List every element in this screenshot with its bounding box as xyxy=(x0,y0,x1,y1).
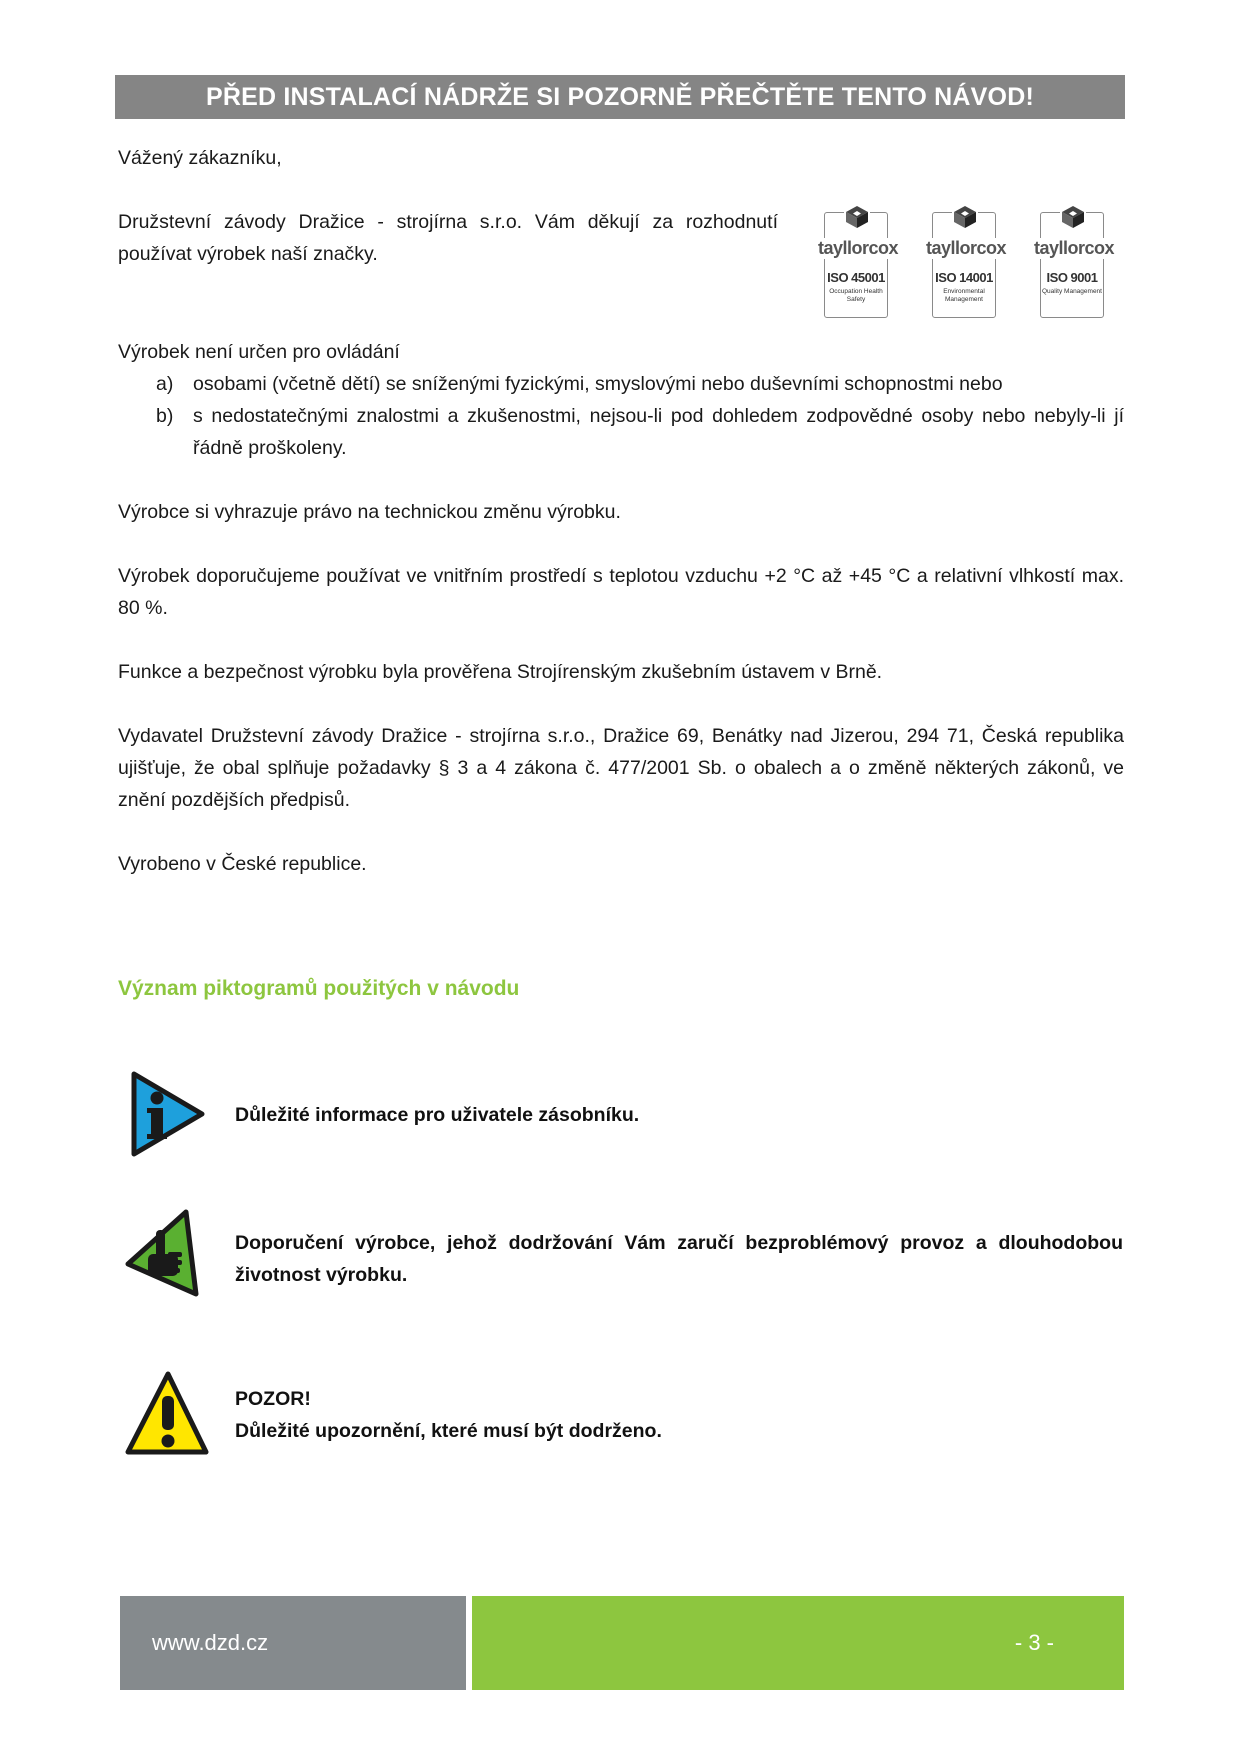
publisher-paragraph: Vydavatel Družstevní závody Dražice - strojírna s.r.o., Dražice 69, Benátky nad Jizerou, 294 71, Česká republika ujišťuje, že obal splňuje požadavky § 3 a 4 zákona č. 477/2001 Sb. o obalech a o změně některých zákonů, ve znění pozdějších předpisů. xyxy=(118,725,1124,811)
cube-logo-icon xyxy=(952,204,978,230)
pictograms-heading: Význam piktogramů použitých v návodu xyxy=(118,977,520,1000)
badge-brand: tayllorcox xyxy=(916,238,1016,259)
warning-icon xyxy=(122,1368,210,1460)
warning-pictogram-title: POZOR! xyxy=(235,1388,311,1410)
badge-standard: ISO 45001 xyxy=(827,270,885,285)
restrictions-list xyxy=(118,368,1124,464)
list-item xyxy=(118,400,1124,464)
list-item-text: s nedostatečnými znalostmi a zkušenostmi, nejsou-li pod dohledem zodpovědné osoby nebo nebyly-li jí řádně proškoleny. xyxy=(193,405,1124,459)
info-icon xyxy=(122,1068,210,1160)
greeting: Vážený zákazníku, xyxy=(118,147,282,169)
badge-brand: tayllorcox xyxy=(808,238,908,259)
cube-logo-icon xyxy=(1060,204,1086,230)
badge-description: Occupation Health Safety xyxy=(829,288,883,303)
badge-standard: ISO 14001 xyxy=(935,270,993,285)
certification-badges xyxy=(808,204,1128,324)
badge-description: Quality Management xyxy=(1042,288,1102,295)
badge-brand: tayllorcox xyxy=(1024,238,1124,259)
cube-logo-icon xyxy=(844,204,870,230)
badge-description: Environmental Management xyxy=(943,288,985,303)
thumbs-up-icon xyxy=(122,1208,210,1300)
made-in-paragraph: Vyrobeno v České republice. xyxy=(118,853,367,875)
footer-page-number: - 3 - xyxy=(472,1596,1124,1690)
footer-website: www.dzd.cz xyxy=(120,1596,466,1690)
page-title: PŘED INSTALACÍ NÁDRŽE SI POZORNĚ PŘEČTĚTE TENTO NÁVOD! xyxy=(115,75,1125,119)
info-pictogram-text: Důležité informace pro uživatele zásobníku. xyxy=(235,1104,640,1126)
list-item-text: osobami (včetně dětí) se sníženými fyzickými, smyslovými nebo duševními schopnostmi nebo xyxy=(193,373,1003,395)
list-item xyxy=(118,368,1124,400)
badge-standard: ISO 9001 xyxy=(1046,270,1098,285)
list-marker: a) xyxy=(156,373,174,395)
iso-45001-badge xyxy=(808,204,908,322)
warning-pictogram-text: Důležité upozornění, které musí být dodrženo. xyxy=(235,1420,662,1442)
testing-paragraph: Funkce a bezpečnost výrobku byla prověřena Strojírenským zkušebním ústavem v Brně. xyxy=(118,661,883,683)
rights-paragraph: Výrobce si vyhrazuje právo na technickou změnu výrobku. xyxy=(118,501,621,523)
environment-paragraph: Výrobek doporučujeme používat ve vnitřním prostředí s teplotou vzduchu +2 °C až +45 °C a relativní vlhkostí max. 80 %. xyxy=(118,565,1124,619)
iso-14001-badge xyxy=(916,204,1016,322)
restrictions-lead: Výrobek není určen pro ovládání xyxy=(118,341,400,363)
thanks-paragraph: Družstevní závody Dražice - strojírna s.r.o. Vám děkují za rozhodnutí používat výrobek naší značky. xyxy=(118,211,778,265)
recommendation-pictogram-text: Doporučení výrobce, jehož dodržování Vám zaručí bezproblémový provoz a dlouhodobou životnost výrobku. xyxy=(235,1232,1123,1286)
iso-9001-badge xyxy=(1024,204,1124,322)
list-marker: b) xyxy=(156,405,174,427)
